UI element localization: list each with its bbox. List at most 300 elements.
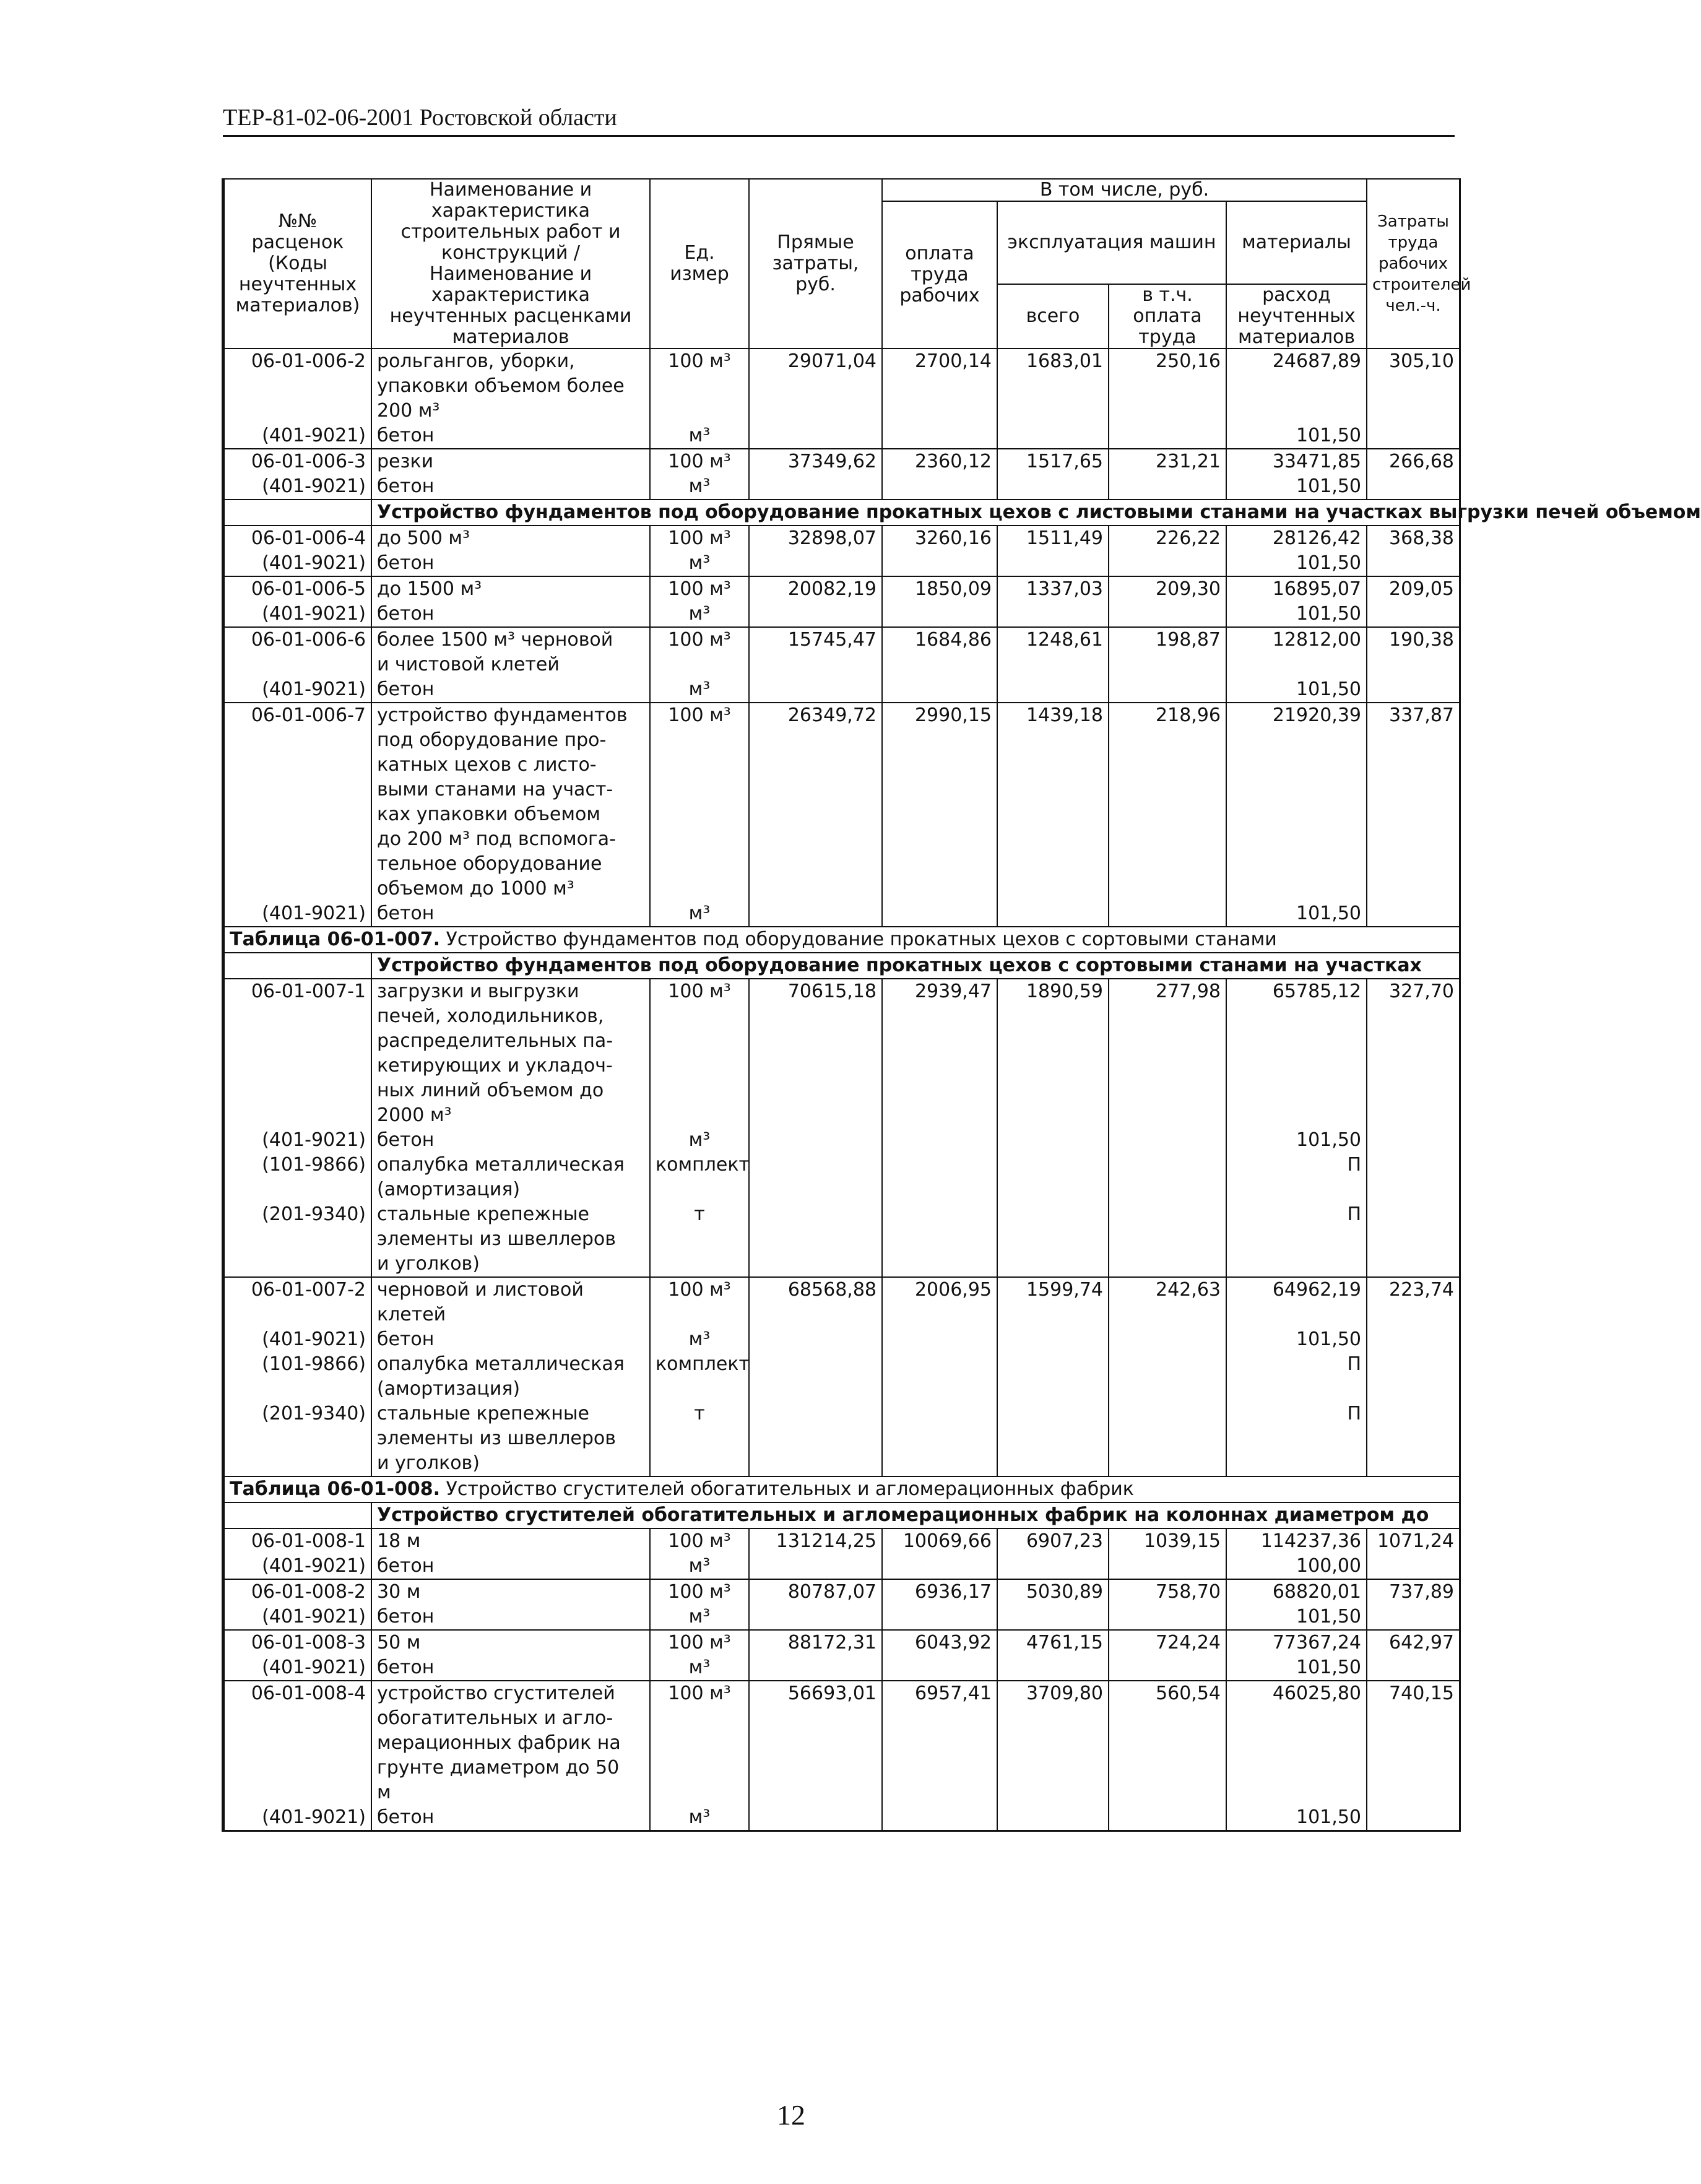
row-machine-cost bbox=[997, 677, 1109, 703]
table-title-number: Таблица 06-01-008. bbox=[230, 1478, 440, 1500]
row-worker-hours bbox=[1367, 901, 1460, 927]
table-row bbox=[224, 901, 1460, 927]
section-blank bbox=[224, 500, 371, 526]
row-machine-cost bbox=[997, 1352, 1109, 1402]
row-unit: 100 м³ bbox=[650, 1579, 749, 1605]
row-description-line: до 200 м³ под вспомога- bbox=[377, 828, 616, 850]
table-row bbox=[224, 526, 1460, 551]
row-description-line: стальные крепежные bbox=[377, 1203, 589, 1225]
row-code: 06-01-006-3 bbox=[224, 449, 371, 474]
row-direct-cost bbox=[749, 1605, 882, 1630]
table-row bbox=[224, 1352, 1460, 1402]
row-code: (401-9021) bbox=[224, 1605, 371, 1630]
row-description-line: бетон bbox=[377, 1606, 435, 1627]
row-description-line: выми станами на участ- bbox=[377, 779, 613, 800]
row-description bbox=[371, 526, 650, 551]
row-machine-labor-cost: 218,96 bbox=[1109, 703, 1226, 901]
row-worker-hours: 642,97 bbox=[1367, 1630, 1460, 1655]
row-worker-hours bbox=[1367, 1805, 1460, 1830]
row-machine-labor-cost: 231,21 bbox=[1109, 449, 1226, 474]
row-labor-cost bbox=[882, 677, 997, 703]
table-row bbox=[224, 1528, 1460, 1554]
row-description-line: бетон bbox=[377, 1129, 435, 1151]
row-worker-hours bbox=[1367, 1554, 1460, 1579]
row-worker-hours bbox=[1367, 1352, 1460, 1402]
row-materials-cost: 33471,85 bbox=[1226, 449, 1367, 474]
row-direct-cost: 37349,62 bbox=[749, 449, 882, 474]
row-worker-hours bbox=[1367, 1655, 1460, 1681]
row-description-line: бетон bbox=[377, 1328, 435, 1350]
row-materials-cost: 24687,89 bbox=[1226, 349, 1367, 423]
row-description bbox=[371, 1153, 650, 1202]
table-row bbox=[224, 449, 1460, 474]
row-machine-labor-cost bbox=[1109, 901, 1226, 927]
table-row bbox=[224, 1327, 1460, 1352]
header-codes: №№ расценок (Коды неучтенных материалов) bbox=[224, 179, 371, 349]
row-unit: м³ bbox=[650, 1605, 749, 1630]
row-description-line: 200 м³ bbox=[377, 400, 440, 422]
row-description bbox=[371, 1805, 650, 1830]
header-machines: эксплуатация машин bbox=[997, 201, 1226, 284]
row-machine-labor-cost: 226,22 bbox=[1109, 526, 1226, 551]
row-direct-cost bbox=[749, 1352, 882, 1402]
row-unit: м³ bbox=[650, 1128, 749, 1153]
header-labor: оплата труда рабочих bbox=[882, 201, 997, 349]
row-labor-cost: 2990,15 bbox=[882, 703, 997, 901]
row-materials-cost: 101,50 bbox=[1226, 677, 1367, 703]
row-machine-labor-cost bbox=[1109, 602, 1226, 627]
row-materials-cost: 12812,00 bbox=[1226, 627, 1367, 677]
row-machine-labor-cost: 242,63 bbox=[1109, 1277, 1226, 1327]
row-description bbox=[371, 602, 650, 627]
table-row bbox=[224, 1277, 1460, 1327]
row-machine-labor-cost bbox=[1109, 1554, 1226, 1579]
row-code: (201-9340) bbox=[224, 1202, 371, 1277]
row-machine-cost bbox=[997, 474, 1109, 500]
header-incl: В том числе, руб. bbox=[882, 179, 1367, 201]
row-description bbox=[371, 627, 650, 677]
row-description-line: рольгангов, уборки, bbox=[377, 350, 575, 372]
row-materials-cost: 101,50 bbox=[1226, 1805, 1367, 1830]
row-code: 06-01-007-1 bbox=[224, 979, 371, 1128]
row-worker-hours: 327,70 bbox=[1367, 979, 1460, 1128]
table-body bbox=[224, 349, 1701, 1830]
row-direct-cost bbox=[749, 901, 882, 927]
section-title: Устройство фундаментов под оборудование прокатных цехов с листовыми станами на участках выгрузки печей объемом bbox=[371, 500, 1460, 526]
row-labor-cost bbox=[882, 1202, 997, 1277]
row-description-line: стальные крепежные bbox=[377, 1403, 589, 1424]
row-worker-hours bbox=[1367, 602, 1460, 627]
row-materials-cost: 101,50 bbox=[1226, 901, 1367, 927]
row-machine-cost bbox=[997, 1202, 1109, 1277]
row-materials-cost: 28126,42 bbox=[1226, 526, 1367, 551]
row-machine-labor-cost bbox=[1109, 1327, 1226, 1352]
row-description-line: обогатительных и агло- bbox=[377, 1707, 613, 1729]
row-machine-cost bbox=[997, 602, 1109, 627]
table-row bbox=[224, 1153, 1460, 1202]
row-unit: м³ bbox=[650, 423, 749, 449]
table-row bbox=[224, 1579, 1460, 1605]
row-description-line: (амортизация) bbox=[377, 1179, 521, 1200]
row-unit: 100 м³ bbox=[650, 979, 749, 1128]
table-row bbox=[224, 703, 1460, 901]
row-machine-cost: 3709,80 bbox=[997, 1681, 1109, 1805]
row-materials-cost: 77367,24 bbox=[1226, 1630, 1367, 1655]
row-worker-hours bbox=[1367, 1202, 1460, 1277]
row-description bbox=[371, 1554, 650, 1579]
row-description-line: (амортизация) bbox=[377, 1378, 521, 1400]
row-machine-labor-cost: 250,16 bbox=[1109, 349, 1226, 423]
row-machine-cost bbox=[997, 1327, 1109, 1352]
row-machine-labor-cost bbox=[1109, 1402, 1226, 1476]
row-worker-hours: 266,68 bbox=[1367, 449, 1460, 474]
row-machine-cost bbox=[997, 423, 1109, 449]
table-row bbox=[224, 1805, 1460, 1830]
table-title bbox=[224, 1476, 1460, 1502]
row-code: (401-9021) bbox=[224, 551, 371, 576]
row-labor-cost: 2939,47 bbox=[882, 979, 997, 1128]
row-labor-cost: 2006,95 bbox=[882, 1277, 997, 1327]
row-unit: м³ bbox=[650, 1655, 749, 1681]
row-materials-cost: П bbox=[1226, 1202, 1367, 1277]
row-description-line: катных цехов с листо- bbox=[377, 754, 597, 776]
row-labor-cost: 6936,17 bbox=[882, 1579, 997, 1605]
row-description-line: устройство сгустителей bbox=[377, 1683, 615, 1704]
row-description-line: черновой и листовой bbox=[377, 1279, 584, 1301]
row-direct-cost bbox=[749, 1554, 882, 1579]
row-machine-labor-cost: 724,24 bbox=[1109, 1630, 1226, 1655]
row-worker-hours bbox=[1367, 1605, 1460, 1630]
page-number: 12 bbox=[777, 2099, 805, 2131]
row-unit: 100 м³ bbox=[650, 1528, 749, 1554]
header-machines-labor: в т.ч. оплата труда bbox=[1109, 284, 1226, 349]
row-materials-cost: 101,50 bbox=[1226, 1605, 1367, 1630]
row-description bbox=[371, 1605, 650, 1630]
row-description bbox=[371, 449, 650, 474]
row-description-line: 50 м bbox=[377, 1632, 421, 1653]
row-description-line: 30 м bbox=[377, 1581, 421, 1603]
row-description-line: под оборудование про- bbox=[377, 729, 607, 751]
row-materials-cost: 101,50 bbox=[1226, 474, 1367, 500]
table-row bbox=[224, 576, 1460, 602]
row-description bbox=[371, 1579, 650, 1605]
table-row bbox=[224, 1554, 1460, 1579]
row-machine-labor-cost bbox=[1109, 1153, 1226, 1202]
row-materials-cost: 100,00 bbox=[1226, 1554, 1367, 1579]
row-machine-labor-cost bbox=[1109, 1805, 1226, 1830]
row-description-line: и чистовой клетей bbox=[377, 654, 560, 675]
row-description-line: бетон bbox=[377, 603, 435, 625]
row-direct-cost bbox=[749, 1153, 882, 1202]
row-unit: комплект bbox=[650, 1153, 749, 1202]
row-worker-hours bbox=[1367, 677, 1460, 703]
row-description-line: и уголков) bbox=[377, 1452, 480, 1474]
table-row bbox=[224, 1681, 1460, 1805]
row-labor-cost: 6043,92 bbox=[882, 1630, 997, 1655]
row-description bbox=[371, 1630, 650, 1655]
row-machine-labor-cost: 560,54 bbox=[1109, 1681, 1226, 1805]
row-machine-labor-cost bbox=[1109, 1352, 1226, 1402]
row-labor-cost: 2360,12 bbox=[882, 449, 997, 474]
row-materials-cost: 114237,36 bbox=[1226, 1528, 1367, 1554]
row-machine-cost bbox=[997, 1554, 1109, 1579]
row-description-line: клетей bbox=[377, 1304, 446, 1325]
row-description-line: ках упаковки объемом bbox=[377, 804, 600, 825]
row-code: 06-01-006-5 bbox=[224, 576, 371, 602]
row-labor-cost bbox=[882, 602, 997, 627]
row-direct-cost bbox=[749, 1655, 882, 1681]
row-unit: м³ bbox=[650, 1805, 749, 1830]
row-unit: комплект bbox=[650, 1352, 749, 1402]
header-machines-total: всего bbox=[997, 284, 1109, 349]
row-machine-cost: 6907,23 bbox=[997, 1528, 1109, 1554]
row-worker-hours bbox=[1367, 1402, 1460, 1476]
row-machine-labor-cost: 209,30 bbox=[1109, 576, 1226, 602]
row-unit: м³ bbox=[650, 677, 749, 703]
row-description-line: бетон bbox=[377, 552, 435, 574]
row-description-line: 18 м bbox=[377, 1530, 421, 1552]
row-description-line: ных линий объемом до bbox=[377, 1080, 604, 1101]
row-machine-labor-cost bbox=[1109, 423, 1226, 449]
table-row bbox=[224, 1655, 1460, 1681]
row-description bbox=[371, 349, 650, 423]
row-description-line: упаковки объемом более bbox=[377, 375, 625, 397]
row-description-line: элементы из швеллеров bbox=[377, 1428, 616, 1449]
table-row bbox=[224, 602, 1460, 627]
row-machine-cost: 1511,49 bbox=[997, 526, 1109, 551]
row-machine-cost bbox=[997, 1605, 1109, 1630]
row-direct-cost bbox=[749, 1128, 882, 1153]
row-direct-cost bbox=[749, 474, 882, 500]
row-materials-cost: 16895,07 bbox=[1226, 576, 1367, 602]
row-labor-cost bbox=[882, 1805, 997, 1830]
row-description-line: распределительных па- bbox=[377, 1030, 613, 1052]
row-worker-hours bbox=[1367, 1327, 1460, 1352]
row-direct-cost: 68568,88 bbox=[749, 1277, 882, 1327]
row-code: (401-9021) bbox=[224, 474, 371, 500]
row-machine-cost bbox=[997, 1805, 1109, 1830]
row-code: 06-01-008-4 bbox=[224, 1681, 371, 1805]
row-unit: м³ bbox=[650, 474, 749, 500]
row-unit: м³ bbox=[650, 602, 749, 627]
row-machine-labor-cost bbox=[1109, 474, 1226, 500]
row-machine-labor-cost: 758,70 bbox=[1109, 1579, 1226, 1605]
row-materials-cost: 64962,19 bbox=[1226, 1277, 1367, 1327]
row-description-line: устройство фундаментов bbox=[377, 704, 628, 726]
table-row bbox=[224, 1605, 1460, 1630]
row-code: 06-01-008-3 bbox=[224, 1630, 371, 1655]
row-direct-cost: 32898,07 bbox=[749, 526, 882, 551]
table-row bbox=[224, 627, 1460, 677]
header-materials-sub: расход неучтенных материалов bbox=[1226, 284, 1367, 349]
row-worker-hours: 190,38 bbox=[1367, 627, 1460, 677]
row-machine-labor-cost bbox=[1109, 1128, 1226, 1153]
row-code: 06-01-006-6 bbox=[224, 627, 371, 677]
row-code: (401-9021) bbox=[224, 677, 371, 703]
row-worker-hours bbox=[1367, 423, 1460, 449]
row-description bbox=[371, 1327, 650, 1352]
estimate-sheet bbox=[222, 178, 1701, 1832]
row-unit: м³ bbox=[650, 1554, 749, 1579]
row-materials-cost: 101,50 bbox=[1226, 1655, 1367, 1681]
row-materials-cost: 101,50 bbox=[1226, 1128, 1367, 1153]
row-worker-hours: 740,15 bbox=[1367, 1681, 1460, 1805]
row-machine-cost: 5030,89 bbox=[997, 1579, 1109, 1605]
row-unit: 100 м³ bbox=[650, 576, 749, 602]
row-direct-cost bbox=[749, 551, 882, 576]
row-labor-cost: 1850,09 bbox=[882, 576, 997, 602]
row-description-line: бетон bbox=[377, 425, 435, 446]
row-code: (401-9021) bbox=[224, 1128, 371, 1153]
row-worker-hours bbox=[1367, 1128, 1460, 1153]
row-description-line: печей, холодильников, bbox=[377, 1005, 604, 1027]
row-worker-hours: 737,89 bbox=[1367, 1579, 1460, 1605]
row-code: 06-01-008-2 bbox=[224, 1579, 371, 1605]
section-blank bbox=[224, 1502, 371, 1528]
row-unit: 100 м³ bbox=[650, 703, 749, 901]
row-code: 06-01-006-7 bbox=[224, 703, 371, 901]
row-code: (401-9021) bbox=[224, 1805, 371, 1830]
row-description-line: бетон bbox=[377, 1806, 435, 1828]
section-row bbox=[224, 1502, 1460, 1528]
row-unit: 100 м³ bbox=[650, 349, 749, 423]
row-direct-cost: 15745,47 bbox=[749, 627, 882, 677]
row-description-line: бетон bbox=[377, 903, 435, 924]
row-code: (401-9021) bbox=[224, 901, 371, 927]
row-description-line: до 500 м³ bbox=[377, 527, 470, 549]
row-labor-cost bbox=[882, 1327, 997, 1352]
row-direct-cost bbox=[749, 1805, 882, 1830]
row-description bbox=[371, 1128, 650, 1153]
row-machine-cost: 1683,01 bbox=[997, 349, 1109, 423]
row-machine-labor-cost: 277,98 bbox=[1109, 979, 1226, 1128]
row-unit: 100 м³ bbox=[650, 627, 749, 677]
row-machine-cost bbox=[997, 1153, 1109, 1202]
estimate-table bbox=[223, 178, 1701, 1830]
row-machine-cost: 1248,61 bbox=[997, 627, 1109, 677]
row-worker-hours: 368,38 bbox=[1367, 526, 1460, 551]
row-description bbox=[371, 576, 650, 602]
row-machine-labor-cost bbox=[1109, 1655, 1226, 1681]
row-machine-cost: 1517,65 bbox=[997, 449, 1109, 474]
row-description-line: элементы из швеллеров bbox=[377, 1228, 616, 1250]
row-labor-cost bbox=[882, 474, 997, 500]
row-description-line: более 1500 м³ черновой bbox=[377, 629, 613, 651]
row-description-line: кетирующих и укладоч- bbox=[377, 1055, 613, 1077]
row-unit: 100 м³ bbox=[650, 449, 749, 474]
row-materials-cost: 68820,01 bbox=[1226, 1579, 1367, 1605]
row-description-line: опалубка металлическая bbox=[377, 1154, 625, 1176]
row-direct-cost: 131214,25 bbox=[749, 1528, 882, 1554]
row-materials-cost: 101,50 bbox=[1226, 602, 1367, 627]
table-row bbox=[224, 1630, 1460, 1655]
row-direct-cost: 29071,04 bbox=[749, 349, 882, 423]
row-materials-cost: 101,50 bbox=[1226, 423, 1367, 449]
row-worker-hours: 223,74 bbox=[1367, 1277, 1460, 1327]
row-description bbox=[371, 551, 650, 576]
row-machine-cost: 1890,59 bbox=[997, 979, 1109, 1128]
row-unit: т bbox=[650, 1402, 749, 1476]
row-code: (401-9021) bbox=[224, 1655, 371, 1681]
row-direct-cost bbox=[749, 423, 882, 449]
row-description-line: резки bbox=[377, 451, 434, 472]
row-unit: 100 м³ bbox=[650, 1630, 749, 1655]
row-code: (401-9021) bbox=[224, 423, 371, 449]
row-direct-cost: 70615,18 bbox=[749, 979, 882, 1128]
row-direct-cost bbox=[749, 1202, 882, 1277]
row-machine-labor-cost bbox=[1109, 551, 1226, 576]
row-machine-labor-cost bbox=[1109, 1605, 1226, 1630]
row-code: (201-9340) bbox=[224, 1402, 371, 1476]
row-labor-cost bbox=[882, 1128, 997, 1153]
row-machine-cost: 1337,03 bbox=[997, 576, 1109, 602]
table-title-row bbox=[224, 927, 1460, 953]
row-code: (401-9021) bbox=[224, 1327, 371, 1352]
row-description bbox=[371, 1277, 650, 1327]
row-materials-cost: 21920,39 bbox=[1226, 703, 1367, 901]
section-title: Устройство сгустителей обогатительных и агломерационных фабрик на колоннах диаметром до bbox=[371, 1502, 1460, 1528]
row-labor-cost bbox=[882, 1554, 997, 1579]
row-labor-cost bbox=[882, 1153, 997, 1202]
row-labor-cost: 10069,66 bbox=[882, 1528, 997, 1554]
section-row bbox=[224, 500, 1460, 526]
row-code: 06-01-008-1 bbox=[224, 1528, 371, 1554]
row-description bbox=[371, 1402, 650, 1476]
row-labor-cost bbox=[882, 423, 997, 449]
row-machine-cost bbox=[997, 1128, 1109, 1153]
row-labor-cost: 3260,16 bbox=[882, 526, 997, 551]
row-materials-cost: 46025,80 bbox=[1226, 1681, 1367, 1805]
row-unit: м³ bbox=[650, 551, 749, 576]
row-labor-cost bbox=[882, 1402, 997, 1476]
row-description-line: бетон bbox=[377, 1555, 435, 1577]
row-direct-cost: 88172,31 bbox=[749, 1630, 882, 1655]
row-description-line: бетон bbox=[377, 678, 435, 700]
row-description bbox=[371, 1655, 650, 1681]
table-row bbox=[224, 551, 1460, 576]
table-header bbox=[224, 179, 1471, 349]
row-machine-labor-cost: 1039,15 bbox=[1109, 1528, 1226, 1554]
page-header: ТЕР-81-02-06-2001 Ростовской области bbox=[223, 104, 1455, 137]
row-direct-cost: 80787,07 bbox=[749, 1579, 882, 1605]
table-row bbox=[224, 1128, 1460, 1153]
table-row bbox=[224, 1402, 1460, 1476]
row-code: 06-01-007-2 bbox=[224, 1277, 371, 1327]
row-unit: м³ bbox=[650, 901, 749, 927]
row-description-line: бетон bbox=[377, 1657, 435, 1678]
row-code: (101-9866) bbox=[224, 1352, 371, 1402]
table-row bbox=[224, 423, 1460, 449]
row-materials-cost: П bbox=[1226, 1352, 1367, 1402]
row-unit: т bbox=[650, 1202, 749, 1277]
table-title-text: Устройство фундаментов под оборудование прокатных цехов с сортовыми станами bbox=[446, 929, 1277, 950]
row-labor-cost bbox=[882, 551, 997, 576]
row-labor-cost bbox=[882, 901, 997, 927]
table-title-number: Таблица 06-01-007. bbox=[230, 929, 440, 950]
row-code: 06-01-006-4 bbox=[224, 526, 371, 551]
table-row bbox=[224, 677, 1460, 703]
row-description-line: и уголков) bbox=[377, 1253, 480, 1275]
row-materials-cost: 101,50 bbox=[1226, 551, 1367, 576]
table-row bbox=[224, 349, 1460, 423]
section-title: Устройство фундаментов под оборудование прокатных цехов с сортовыми станами на участках bbox=[371, 953, 1460, 979]
row-description-line: опалубка металлическая bbox=[377, 1353, 625, 1375]
header-direct: Прямые затраты, руб. bbox=[749, 179, 882, 349]
row-worker-hours bbox=[1367, 551, 1460, 576]
row-machine-labor-cost bbox=[1109, 1202, 1226, 1277]
row-direct-cost: 20082,19 bbox=[749, 576, 882, 602]
row-direct-cost bbox=[749, 1327, 882, 1352]
